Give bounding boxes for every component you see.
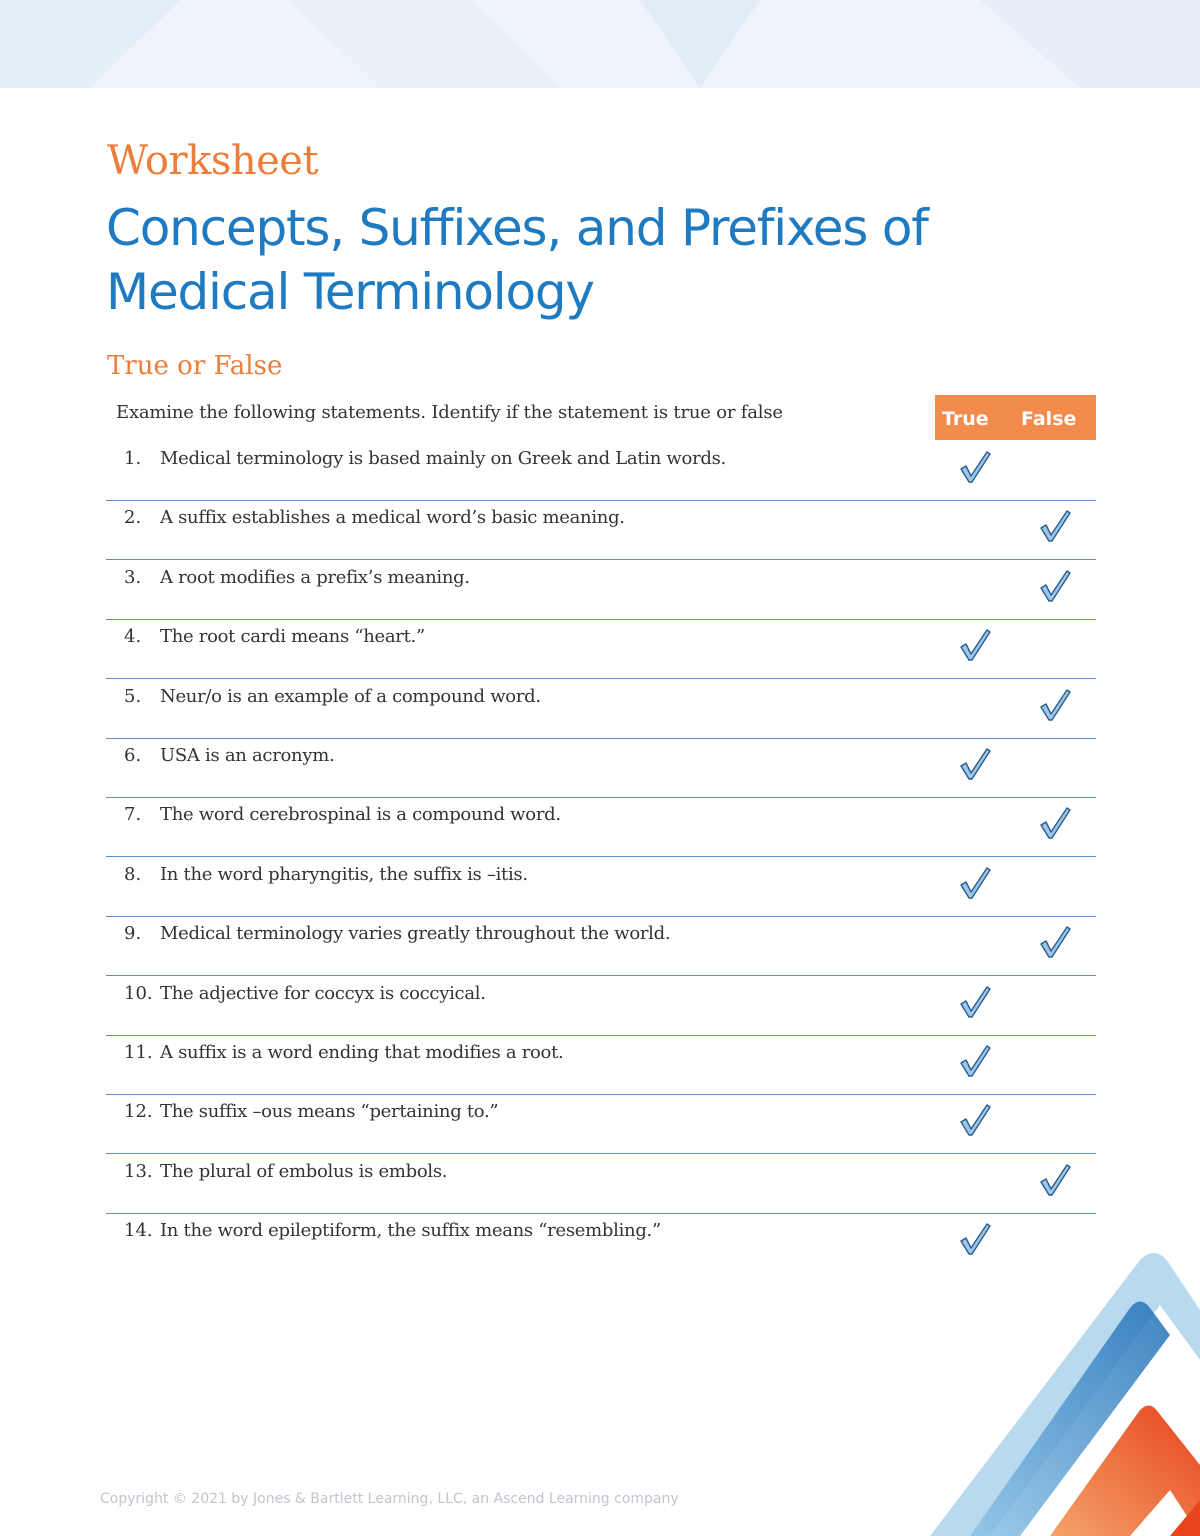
false-column-label: False <box>1021 408 1077 430</box>
checkmark-icon <box>958 1102 992 1138</box>
banner-pattern <box>0 0 1200 88</box>
statement-row <box>106 1094 1096 1154</box>
statement-row <box>106 500 1096 560</box>
top-banner <box>0 0 1200 88</box>
statement-number: 10. <box>124 982 153 1004</box>
checkmark-icon <box>1038 924 1072 960</box>
statement-text: The suffix –ous means “pertaining to.” <box>160 1101 499 1123</box>
statement-number: 12. <box>124 1101 153 1123</box>
checkmark-icon <box>1038 805 1072 841</box>
checkmark-icon <box>1038 1162 1072 1198</box>
statement-row <box>106 738 1096 798</box>
statement-number: 6. <box>124 745 142 766</box>
statement-text: A root modifies a prefix’s meaning. <box>160 566 470 588</box>
statement-number: 4. <box>124 626 142 648</box>
statement-row <box>106 1154 1096 1214</box>
statement-text: In the word pharyngitis, the suffix is –itis. <box>160 863 528 885</box>
statement-text: USA is an acronym. <box>160 745 335 766</box>
statement-number: 5. <box>124 685 142 707</box>
statement-row <box>106 857 1096 917</box>
statement-number: 9. <box>124 923 142 945</box>
statement-number: 2. <box>124 507 142 529</box>
checkmark-icon <box>958 627 992 663</box>
checkmark-icon <box>958 865 992 901</box>
worksheet-kicker: Worksheet <box>107 138 319 184</box>
statement-text: The root cardi means “heart.” <box>160 626 425 648</box>
statement-number: 14. <box>124 1220 153 1242</box>
statement-number: 11. <box>124 1042 153 1063</box>
statement-row <box>106 619 1096 679</box>
section-heading: True or False <box>107 351 283 381</box>
statement-text: The word cerebrospinal is a compound word. <box>160 804 561 826</box>
statement-row <box>106 976 1096 1036</box>
statement-number: 7. <box>124 804 142 826</box>
statement-row <box>106 441 1096 501</box>
true-column-label: True <box>942 408 989 430</box>
statement-row <box>106 797 1096 857</box>
statement-text: The plural of embolus is embols. <box>160 1160 448 1182</box>
statement-row <box>106 560 1096 620</box>
checkmark-icon <box>958 1043 992 1079</box>
corner-decoration <box>900 1250 1200 1536</box>
statement-number: 3. <box>124 566 142 588</box>
checkmark-icon <box>958 984 992 1020</box>
statement-text: Medical terminology varies greatly throughout the world. <box>160 923 671 945</box>
statement-text: Neur/o is an example of a compound word. <box>160 685 541 707</box>
checkmark-icon <box>1038 687 1072 723</box>
statement-text: The adjective for coccyx is coccyical. <box>160 982 486 1004</box>
copyright-footer: Copyright © 2021 by Jones & Bartlett Learning, LLC, an Ascend Learning company <box>100 1491 679 1507</box>
checkmark-icon <box>958 746 992 782</box>
page-title: Concepts, Suffixes, and Prefixes of Medical Terminology <box>106 199 928 321</box>
checkmark-icon <box>1038 568 1072 604</box>
statement-row <box>106 916 1096 976</box>
statement-text: In the word epileptiform, the suffix means “resembling.” <box>160 1220 661 1242</box>
statement-row <box>106 679 1096 739</box>
statement-number: 1. <box>124 448 142 469</box>
instructions-text: Examine the following statements. Identify if the statement is true or false <box>116 402 783 423</box>
statement-row <box>106 1035 1096 1095</box>
checkmark-icon <box>958 449 992 485</box>
statement-number: 13. <box>124 1160 153 1182</box>
checkmark-icon <box>1038 508 1072 544</box>
statement-text: A suffix is a word ending that modifies a root. <box>160 1042 564 1063</box>
statement-text: Medical terminology is based mainly on Greek and Latin words. <box>160 448 726 469</box>
statement-text: A suffix establishes a medical word’s basic meaning. <box>160 507 625 529</box>
answer-column-header <box>935 395 1096 440</box>
statement-number: 8. <box>124 863 142 885</box>
